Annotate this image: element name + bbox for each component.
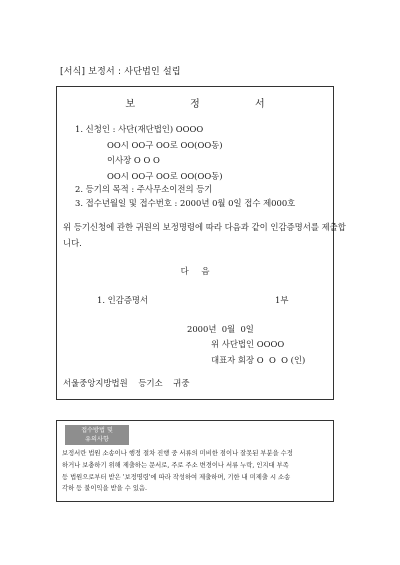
registration-purpose: 2. 등기의 목적 : 주사무소이전의 등기: [75, 184, 213, 194]
applicant-address: OO시 OO구 OO로 OO(OO동): [107, 140, 223, 150]
director-address: OO시 OO구 OO로 OO(OO동): [107, 171, 223, 181]
attachment-count: 1부: [275, 295, 289, 305]
request-text-line2: 니다.: [63, 238, 82, 248]
notice-label-line2: 유의사항: [85, 436, 109, 443]
document-date: 2000년 0월 0일: [187, 324, 254, 334]
notice-line: 등 법원으로부터 받은 '보정명령'에 따라 작성하여 제출하며, 기한 내 미제출 시 소송: [62, 473, 291, 481]
applicant-label: 1. 신청인 : 사단(재단법인) OOOO: [75, 124, 204, 134]
representative-signature: 대표자 회장 O O O (인): [211, 355, 306, 365]
document-title: 보 정 서: [125, 99, 291, 110]
notice-line: 하거나 보충하기 위해 제출하는 문서로, 주로 주소 변경이나 서류 누락, 인지대 부족: [62, 461, 289, 469]
recipient-court: 서울중앙지방법원 등기소 귀중: [63, 378, 190, 388]
receipt-info: 3. 접수년월일 및 접수번호 : 2000년 0월 0일 접수 제000호: [75, 198, 296, 208]
notice-line: 각하 등 불이익을 받을 수 있음.: [62, 485, 148, 493]
notice-label-line1: 접수방법 및: [81, 427, 113, 434]
request-text-line1: 위 등기신청에 관한 귀원의 보정명령에 따라 다음과 같이 인감증명서를 제출합: [63, 222, 346, 232]
notice-text: [62, 448, 328, 495]
next-heading: 다 음: [180, 266, 210, 276]
notice-box: [56, 420, 334, 502]
correction-form: [56, 86, 346, 400]
organization-name: 위 사단법인 OOOO: [211, 339, 285, 349]
notice-line: 보정서란 법원 소송이나 행정 절차 진행 중 서류의 미비한 점이나 잘못된 부분을 수정: [62, 450, 293, 457]
attachment-item: 1. 인감증명서: [97, 295, 149, 305]
notice-label: [65, 425, 129, 445]
applicant-director: 이사장 O O O: [107, 155, 160, 165]
form-label: [서식] 보정서 : 사단법인 설립: [60, 67, 181, 77]
